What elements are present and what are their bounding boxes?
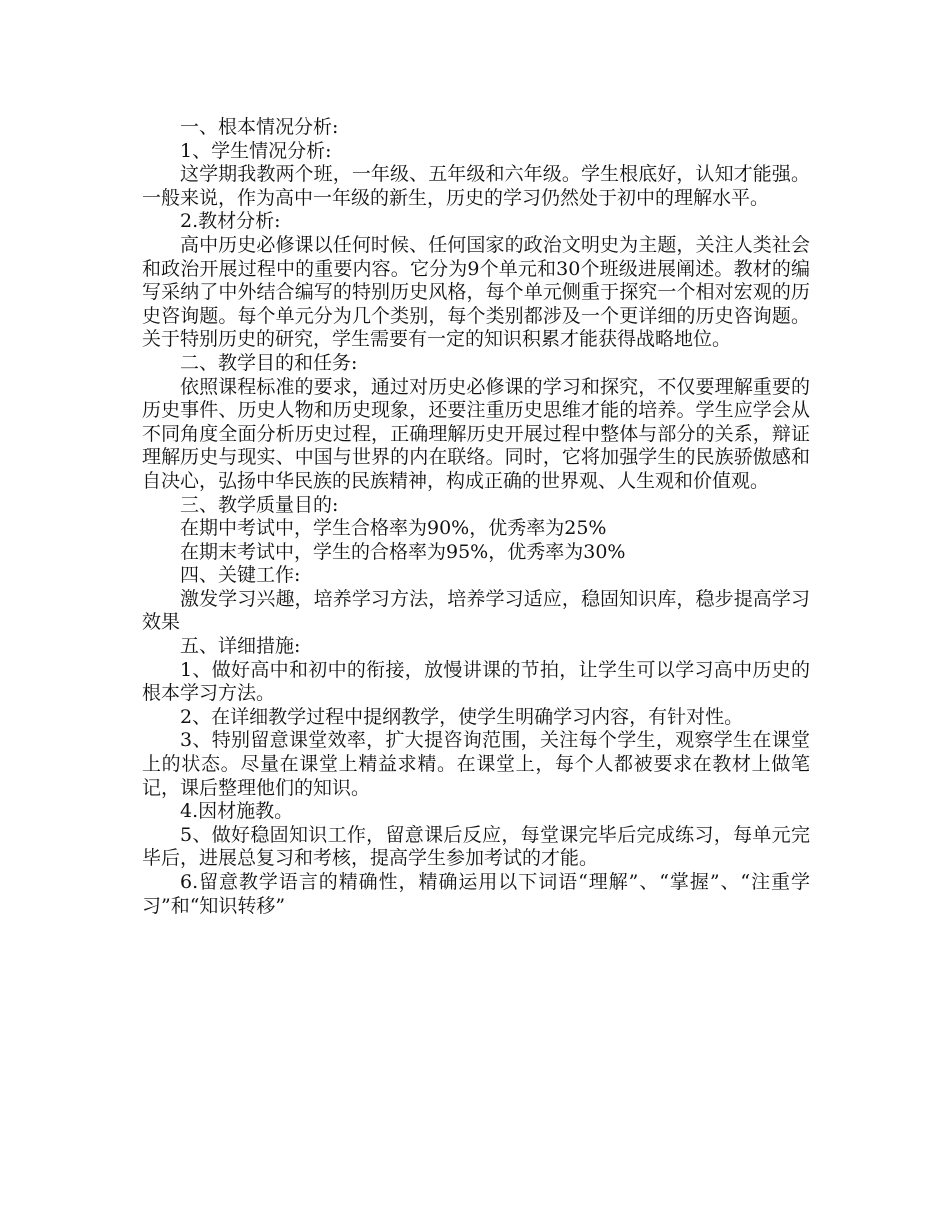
- paragraph-midterm-goal: 在期中考试中，学生合格率为90%，优秀率为25%: [180, 517, 607, 540]
- paragraph-textbook-analysis: 高中历史必修课以任何时候、任何国家的政治文明史为主题，关注人类社会和政治开展过程中的重要内容。它分为9个单元和30个班级进展阐述。教材的编写采纳了中外结合编写的特别历史风格，每个单元侧重于探究一个相对宏观的历史咨询题。每个单元分为几个类别，每个类别都涉及一个更详细的历史咨询题。关于特别历史的研究，学生需要有一定的知识积累才能获得战略地位。: [142, 233, 810, 351]
- measure-item-2: 2、在详细教学过程中提纲教学，使学生明确学习内容，有针对性。: [180, 705, 744, 728]
- measure-item-6: 6.留意教学语言的精确性，精确运用以下词语“理解”、“掌握”、“注重学习”和“知识转移”: [142, 871, 810, 917]
- subheading-student-analysis: 1、学生情况分析:: [180, 139, 332, 162]
- paragraph-key-work: 激发学习兴趣，培养学习方法，培养学习适应，稳固知识库，稳步提高学习效果: [142, 587, 810, 634]
- section-heading-quality-goals: 三、教学质量目的:: [180, 493, 339, 516]
- subheading-textbook-analysis: 2.教材分析:: [180, 210, 281, 233]
- section-heading-key-work: 四、关键工作:: [180, 564, 301, 587]
- paragraph-student-analysis: 这学期我教两个班，一年级、五年级和六年级。学生根底好，认知才能强。一般来说，作为高中一年级的新生，历史的学习仍然处于初中的理解水平。: [142, 163, 810, 209]
- measure-item-4: 4.因材施教。: [180, 800, 294, 823]
- document-page: [142, 116, 810, 918]
- section-heading-measures: 五、详细措施:: [180, 635, 301, 658]
- paragraph-goals-tasks: 依照课程标准的要求，通过对历史必修课的学习和探究，不仅要理解重要的历史事件、历史人物和历史现象，还要注重历史思维才能的培养。学生应学会从不同角度全面分析历史过程，正确理解历史开展过程中整体与部分的关系，辩证理解历史与现实、中国与世界的内在联络。同时，它将加强学生的民族骄傲感和自决心，弘扬中华民族的民族精神，构成正确的世界观、人生观和价值观。: [142, 375, 810, 492]
- section-heading-goals-tasks: 二、教学目的和任务:: [180, 351, 358, 374]
- measure-item-1: 1、做好高中和初中的衔接，放慢讲课的节拍，让学生可以学习高中历史的根本学习方法。: [142, 658, 810, 705]
- measure-item-3: 3、特别留意课堂效率，扩大提咨询范围，关注每个学生，观察学生在课堂上的状态。尽量在课堂上精益求精。在课堂上，每个人都被要求在教材上做笔记，课后整理他们的知识。: [142, 729, 810, 799]
- paragraph-final-goal: 在期末考试中，学生的合格率为95%，优秀率为30%: [180, 540, 626, 563]
- measure-item-5: 5、做好稳固知识工作，留意课后反应，每堂课完毕后完成练习，每单元完毕后，进展总复习和考核，提高学生参加考试的才能。: [142, 823, 810, 870]
- section-heading-basic-analysis: 一、根本情况分析:: [180, 116, 339, 138]
